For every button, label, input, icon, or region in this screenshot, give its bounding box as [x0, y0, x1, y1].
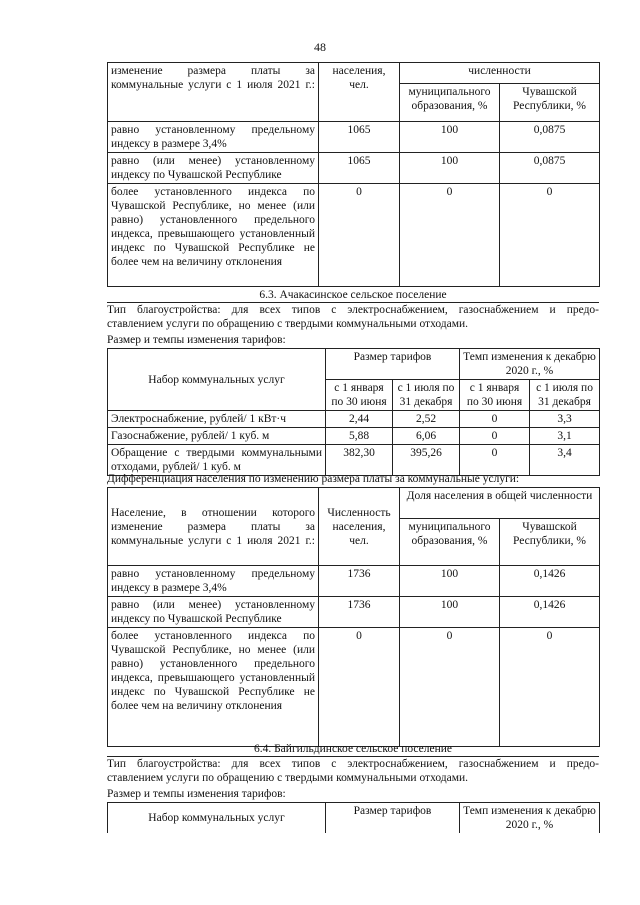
table-row: равно установленному предельному индексу в размере 3,4% 1736 100 0,1426	[108, 566, 600, 597]
header-cell: с 1 января по 30 июня	[460, 380, 530, 411]
infrastructure-type: Тип благоустройства: для всех типов с электроснабжением, газоснабжением и предо- ставлением услуги по обращению с твердыми коммунальными отходами.	[107, 758, 599, 784]
header-cell: Численность населения, чел.	[319, 488, 400, 566]
header-cell: Темп изменения к декабрю 2020 г., %	[460, 803, 600, 834]
header-cell: Набор коммунальных услуг	[108, 803, 326, 834]
table-row: более установленного индекса по Чувашской Республике, но менее (или равно) установленного предельного индекса, превышающего установленный индекс по Чувашской Республике не более чем на величину отклонения 0 0 0	[108, 184, 600, 287]
header-cell: с 1 января по 30 июня	[326, 380, 393, 411]
table-row: равно (или менее) установленному индексу по Чувашской Республике 1065 100 0,0875	[108, 153, 600, 184]
header-cell: Темп изменения к декабрю 2020 г., %	[460, 349, 600, 380]
header-cell: муниципального образования, %	[400, 83, 500, 121]
tariff-table	[107, 802, 600, 833]
table-row: равно установленному предельному индексу в размере 3,4% 1065 100 0,0875	[108, 122, 600, 153]
page-number: 48	[314, 40, 326, 54]
header-cell: Доля населения в общей численности	[400, 488, 600, 519]
header-cell: муниципального образования, %	[400, 519, 500, 566]
population-table	[107, 487, 600, 747]
header-cell: Чувашской Республики, %	[500, 83, 600, 121]
table-row: Обращение с твердыми коммунальными отходами, рублей/ 1 куб. м 382,30 395,26 0 3,4	[108, 445, 600, 476]
differentiation-label: Дифференциация населения по изменению размера платы за коммунальные услуги:	[107, 473, 520, 485]
section-title: 6.4. Байгильдинское сельское поселение	[107, 742, 599, 757]
section-title: 6.3. Ачакасинское сельское поселение	[107, 288, 599, 303]
tariff-table	[107, 348, 600, 476]
header-cell: Чувашской Республики, %	[500, 519, 600, 566]
header-cell: Размер тарифов	[326, 349, 460, 380]
tariffs-label: Размер и темпы изменения тарифов:	[107, 788, 286, 800]
header-cell: с 1 июля по 31 декабря	[530, 380, 600, 411]
header-cell: численности	[400, 63, 600, 84]
header-cell: Размер тарифов	[326, 803, 460, 834]
infrastructure-type: Тип благоустройства: для всех типов с электроснабжением, газоснабжением и предо- ставлением услуги по обращению с твердыми коммунальными отходами.	[107, 304, 599, 330]
table-row: равно (или менее) установленному индексу по Чувашской Республике 1736 100 0,1426	[108, 597, 600, 628]
tariffs-label: Размер и темпы изменения тарифов:	[107, 334, 286, 346]
population-table-continued	[107, 62, 600, 287]
header-cell: Набор коммунальных услуг	[108, 349, 326, 411]
table-row: Газоснабжение, рублей/ 1 куб. м 5,88 6,06 0 3,1	[108, 428, 600, 445]
header-cell: изменение размера платы за коммунальные услуги с 1 июля 2021 г.:	[108, 63, 319, 122]
header-cell: населения, чел.	[319, 63, 400, 122]
header-cell: Население, в отношении которого изменение размера платы за коммунальные услуги с 1 июля 2021 г.:	[108, 488, 319, 566]
table-row: Электроснабжение, рублей/ 1 кВт·ч 2,44 2,52 0 3,3	[108, 411, 600, 428]
header-cell: с 1 июля по 31 декабря	[393, 380, 460, 411]
table-row: более установленного индекса по Чувашской Республике, но менее (или равно) установленного предельного индекса, превышающего установленный индекс по Чувашской Республике не более чем на величину отклонения 0 0 0	[108, 628, 600, 747]
